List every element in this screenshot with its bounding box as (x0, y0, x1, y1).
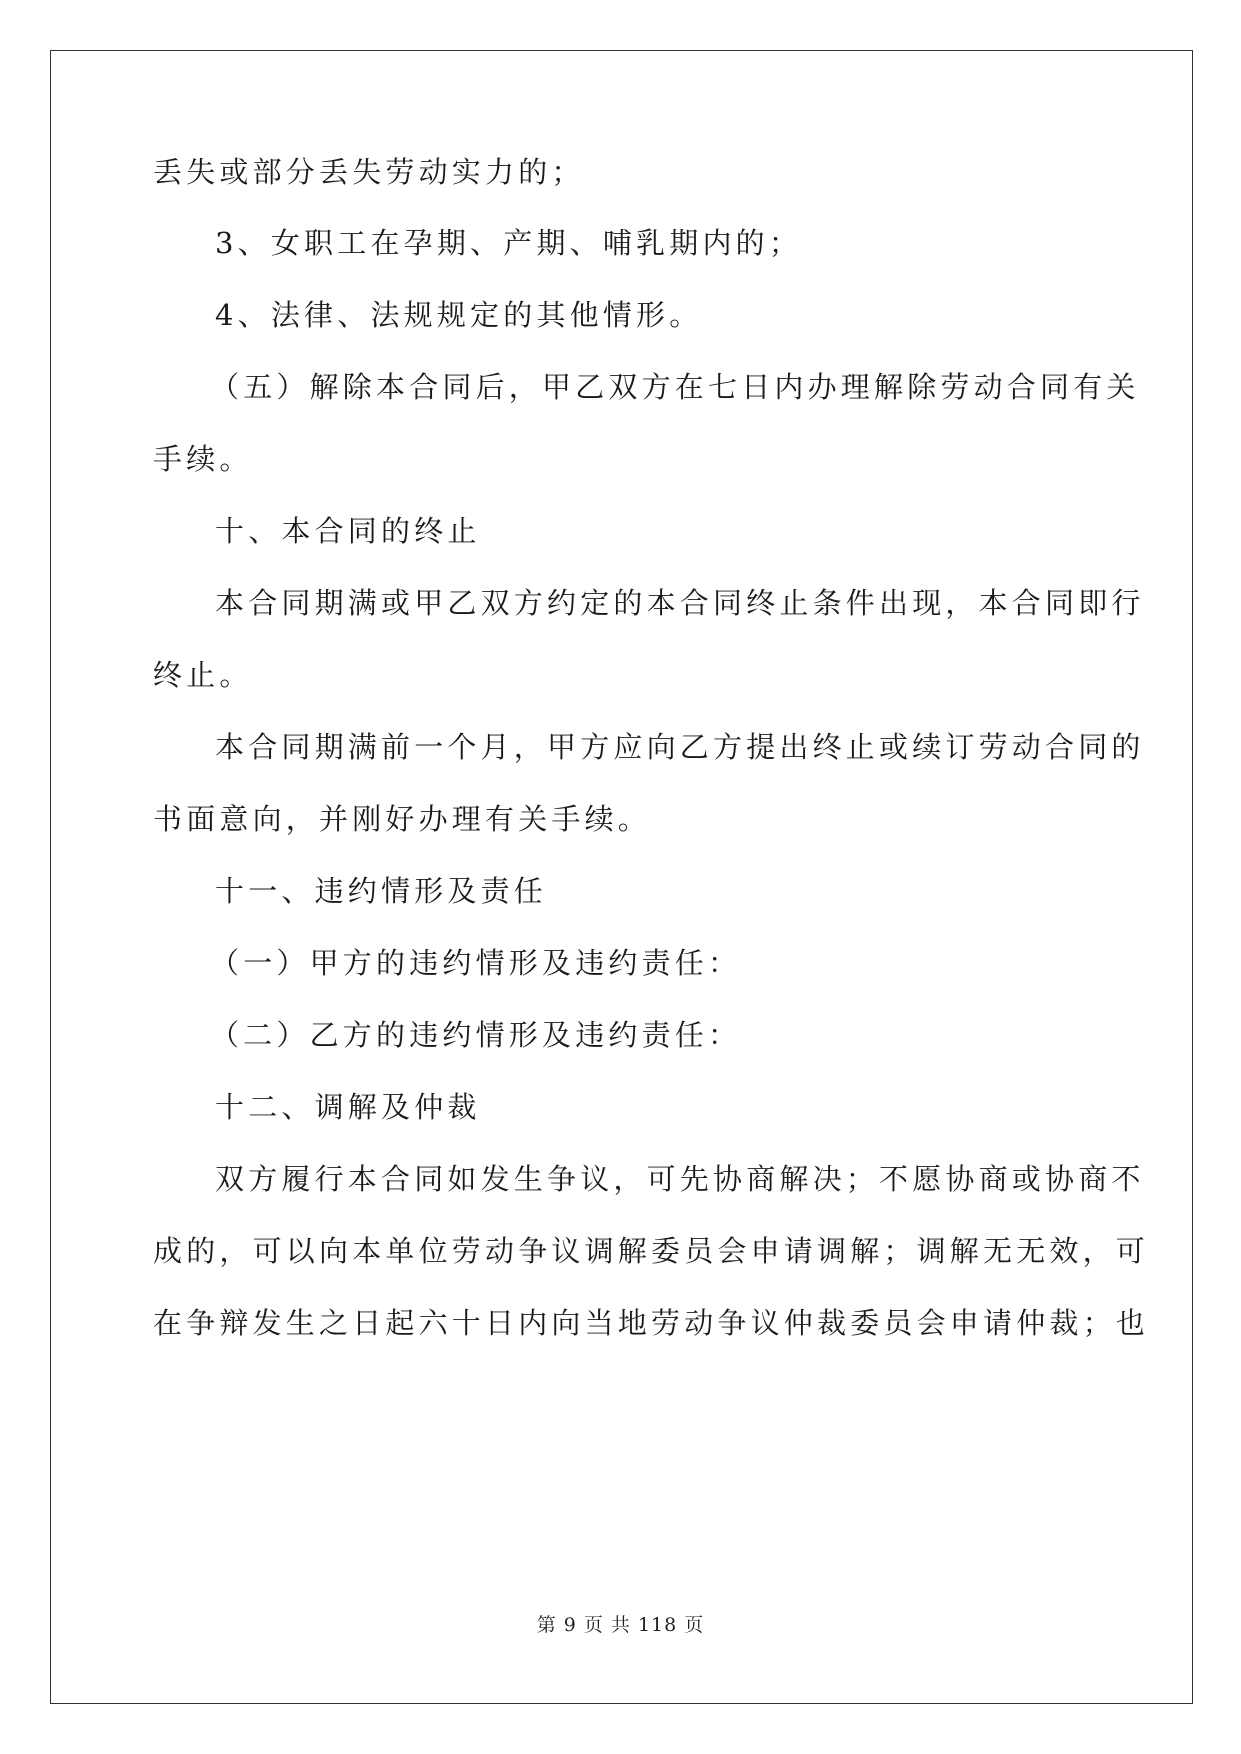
text-line: 本合同期满或甲乙双方约定的本合同终止条件出现，本合同即行 (215, 586, 1145, 620)
text-line: （五）解除本合同后，甲乙双方在七日内办理解除劳动合同有关 (210, 370, 1140, 404)
section-heading: 十一、违约情形及责任 (215, 874, 548, 908)
text-line: （一）甲方的违约情形及违约责任： (210, 946, 742, 980)
section-heading: 十二、调解及仲裁 (215, 1090, 481, 1124)
text-line: 3、女职工在孕期、产期、哺乳期内的； (215, 226, 803, 260)
text-line: 双方履行本合同如发生争议，可先协商解决；不愿协商或协商不 (215, 1162, 1145, 1196)
text-line: 4、法律、法规规定的其他情形。 (215, 298, 703, 332)
text-line: 手续。 (153, 442, 253, 476)
text-line: 终止。 (153, 658, 253, 692)
section-heading: 十、本合同的终止 (215, 514, 481, 548)
text-line: （二）乙方的违约情形及违约责任： (210, 1018, 742, 1052)
text-line: 成的，可以向本单位劳动争议调解委员会申请调解；调解无无效，可 (153, 1234, 1150, 1268)
text-line: 本合同期满前一个月，甲方应向乙方提出终止或续订劳动合同的 (215, 730, 1145, 764)
text-line: 书面意向，并刚好办理有关手续。 (153, 802, 652, 836)
text-line: 丢失或部分丢失劳动实力的； (153, 155, 585, 189)
page-number-footer: 第 9 页 共 118 页 (536, 1614, 705, 1636)
text-line: 在争辩发生之日起六十日内向当地劳动争议仲裁委员会申请仲裁；也 (153, 1306, 1150, 1340)
